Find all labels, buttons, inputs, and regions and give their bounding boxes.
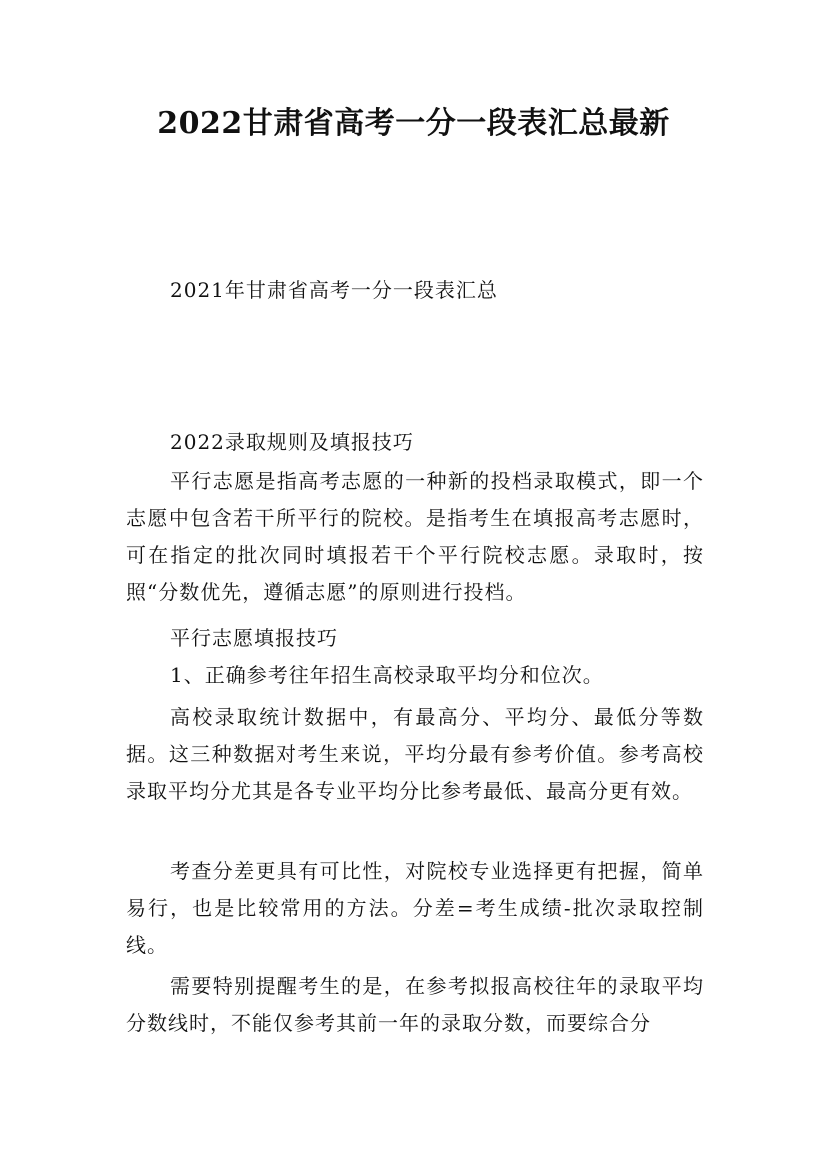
paragraph-reminder: 需要特别提醒考生的是，在参考拟报高校往年的录取平均分数线时，不能仅参考其前一年的录取分数，而要综合分 <box>126 974 704 1035</box>
paragraph-statistics: 高校录取统计数据中，有最高分、平均分、最低分等数据。这三种数据对考生来说，平均分最有参考价值。参考高校录取平均分尤其是各专业平均分比参考最低、最高分更有效。 <box>126 705 704 803</box>
paragraph-score-gap: 考查分差更具有可比性，对院校专业选择更有把握，简单易行，也是比较常用的方法。分差=考生成绩-批次录取控制线。 <box>126 859 704 957</box>
subheading-2021: 2021年甘肃省高考一分一段表汇总 <box>170 278 498 302</box>
document-title: 2022甘肃省高考一分一段表汇总最新 <box>157 106 670 141</box>
paragraph-tip-1: 1、正确参考往年招生高校录取平均分和位次。 <box>170 663 604 687</box>
paragraph-parallel-volunteer: 平行志愿是指高考志愿的一种新的投档录取模式，即一个志愿中包含若干所平行的院校。是指考生在填报高考志愿时，可在指定的批次同时填报若干个平行院校志愿。录取时，按照“分数优先，遵循志愿”的原则进行投档。 <box>126 469 704 604</box>
section-heading: 2022录取规则及填报技巧 <box>170 430 414 454</box>
paragraph-tips-heading: 平行志愿填报技巧 <box>170 626 338 650</box>
